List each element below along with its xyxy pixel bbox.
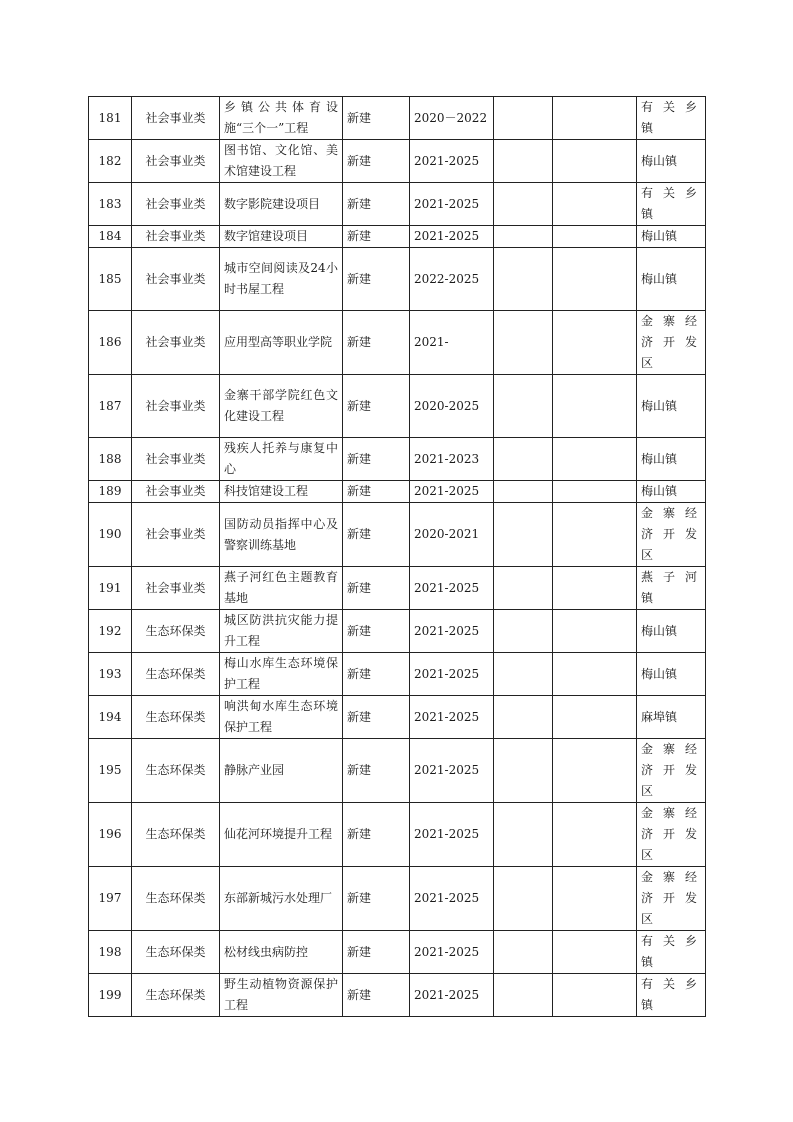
project-location: 燕子河镇 (637, 567, 706, 610)
construction-type: 新建 (343, 97, 410, 140)
construction-type: 新建 (343, 248, 410, 311)
table-row (89, 696, 706, 739)
construction-type: 新建 (343, 653, 410, 696)
row-number: 181 (89, 97, 132, 140)
row-number: 191 (89, 567, 132, 610)
project-name: 科技馆建设工程 (220, 481, 343, 503)
construction-type: 新建 (343, 375, 410, 438)
construction-type: 新建 (343, 696, 410, 739)
table-row (89, 653, 706, 696)
empty-cell (553, 696, 637, 739)
construction-period: 2021-2025 (410, 867, 494, 931)
empty-cell (494, 567, 553, 610)
project-name: 梅山水库生态环境保护工程 (220, 653, 343, 696)
empty-cell (494, 481, 553, 503)
project-location: 梅山镇 (637, 481, 706, 503)
table-row (89, 567, 706, 610)
project-category: 生态环保类 (132, 696, 220, 739)
construction-period: 2021-2025 (410, 481, 494, 503)
empty-cell (494, 248, 553, 311)
project-name: 图书馆、文化馆、美术馆建设工程 (220, 140, 343, 183)
project-name: 金寨干部学院红色文化建设工程 (220, 375, 343, 438)
table-row (89, 375, 706, 438)
construction-type: 新建 (343, 226, 410, 248)
empty-cell (553, 503, 637, 567)
empty-cell (494, 974, 553, 1017)
construction-type: 新建 (343, 739, 410, 803)
project-category: 社会事业类 (132, 226, 220, 248)
construction-period: 2022-2025 (410, 248, 494, 311)
row-number: 188 (89, 438, 132, 481)
empty-cell (494, 140, 553, 183)
row-number: 198 (89, 931, 132, 974)
empty-cell (553, 438, 637, 481)
empty-cell (553, 140, 637, 183)
project-name: 残疾人托养与康复中心 (220, 438, 343, 481)
empty-cell (553, 226, 637, 248)
empty-cell (494, 375, 553, 438)
construction-period: 2021-2023 (410, 438, 494, 481)
project-location: 有关乡镇 (637, 931, 706, 974)
construction-type: 新建 (343, 974, 410, 1017)
project-category: 生态环保类 (132, 974, 220, 1017)
row-number: 196 (89, 803, 132, 867)
empty-cell (553, 97, 637, 140)
row-number: 190 (89, 503, 132, 567)
project-name: 乡镇公共体育设施“三个一”工程 (220, 97, 343, 140)
empty-cell (494, 653, 553, 696)
empty-cell (553, 375, 637, 438)
project-category: 生态环保类 (132, 803, 220, 867)
project-category: 生态环保类 (132, 867, 220, 931)
empty-cell (494, 610, 553, 653)
table-row (89, 438, 706, 481)
construction-period: 2021-2025 (410, 653, 494, 696)
table-row (89, 248, 706, 311)
row-number: 182 (89, 140, 132, 183)
project-location: 梅山镇 (637, 140, 706, 183)
empty-cell (553, 803, 637, 867)
empty-cell (494, 696, 553, 739)
construction-period: 2021-2025 (410, 226, 494, 248)
table-row (89, 311, 706, 375)
empty-cell (494, 97, 553, 140)
empty-cell (553, 739, 637, 803)
table-row (89, 867, 706, 931)
project-category: 社会事业类 (132, 375, 220, 438)
project-name: 松材线虫病防控 (220, 931, 343, 974)
table-row (89, 183, 706, 226)
empty-cell (494, 867, 553, 931)
empty-cell (553, 248, 637, 311)
empty-cell (553, 931, 637, 974)
project-category: 社会事业类 (132, 183, 220, 226)
row-number: 192 (89, 610, 132, 653)
empty-cell (553, 653, 637, 696)
project-category: 社会事业类 (132, 248, 220, 311)
construction-type: 新建 (343, 503, 410, 567)
table-row (89, 503, 706, 567)
row-number: 195 (89, 739, 132, 803)
project-location: 金寨经济开发区 (637, 803, 706, 867)
table-row (89, 610, 706, 653)
project-category: 社会事业类 (132, 438, 220, 481)
project-location: 麻埠镇 (637, 696, 706, 739)
construction-type: 新建 (343, 803, 410, 867)
project-name: 仙花河环境提升工程 (220, 803, 343, 867)
project-name: 东部新城污水处理厂 (220, 867, 343, 931)
table-row (89, 739, 706, 803)
project-location: 金寨经济开发区 (637, 739, 706, 803)
construction-type: 新建 (343, 567, 410, 610)
empty-cell (553, 481, 637, 503)
empty-cell (553, 610, 637, 653)
project-table (88, 96, 706, 1017)
empty-cell (494, 503, 553, 567)
project-name: 数字影院建设项目 (220, 183, 343, 226)
project-location: 梅山镇 (637, 375, 706, 438)
empty-cell (553, 867, 637, 931)
table-row (89, 226, 706, 248)
project-location: 有关乡镇 (637, 97, 706, 140)
row-number: 193 (89, 653, 132, 696)
project-location: 梅山镇 (637, 226, 706, 248)
project-name: 城区防洪抗灾能力提升工程 (220, 610, 343, 653)
empty-cell (494, 183, 553, 226)
empty-cell (494, 226, 553, 248)
construction-period: 2021-2025 (410, 696, 494, 739)
project-category: 生态环保类 (132, 739, 220, 803)
project-name: 野生动植物资源保护工程 (220, 974, 343, 1017)
construction-period: 2021-2025 (410, 140, 494, 183)
row-number: 189 (89, 481, 132, 503)
project-location: 有关乡镇 (637, 974, 706, 1017)
project-category: 社会事业类 (132, 481, 220, 503)
row-number: 199 (89, 974, 132, 1017)
project-name: 应用型高等职业学院 (220, 311, 343, 375)
project-table-body (89, 97, 706, 1017)
project-category: 生态环保类 (132, 610, 220, 653)
project-name: 城市空间阅读及24小时书屋工程 (220, 248, 343, 311)
project-location: 金寨经济开发区 (637, 867, 706, 931)
project-category: 社会事业类 (132, 140, 220, 183)
construction-period: 2021-2025 (410, 610, 494, 653)
row-number: 197 (89, 867, 132, 931)
construction-period: 2021-2025 (410, 974, 494, 1017)
project-location: 梅山镇 (637, 610, 706, 653)
project-category: 生态环保类 (132, 653, 220, 696)
construction-period: 2021-2025 (410, 803, 494, 867)
project-location: 梅山镇 (637, 248, 706, 311)
project-name: 静脉产业园 (220, 739, 343, 803)
empty-cell (494, 803, 553, 867)
empty-cell (553, 183, 637, 226)
row-number: 194 (89, 696, 132, 739)
project-category: 社会事业类 (132, 311, 220, 375)
project-location: 有关乡镇 (637, 183, 706, 226)
project-name: 燕子河红色主题教育基地 (220, 567, 343, 610)
construction-type: 新建 (343, 610, 410, 653)
construction-type: 新建 (343, 481, 410, 503)
construction-period: 2021-2025 (410, 567, 494, 610)
table-row (89, 97, 706, 140)
row-number: 183 (89, 183, 132, 226)
construction-period: 2020-2025 (410, 375, 494, 438)
construction-type: 新建 (343, 438, 410, 481)
project-location: 金寨经济开发区 (637, 311, 706, 375)
project-location: 梅山镇 (637, 438, 706, 481)
empty-cell (494, 438, 553, 481)
project-category: 生态环保类 (132, 931, 220, 974)
project-category: 社会事业类 (132, 503, 220, 567)
row-number: 186 (89, 311, 132, 375)
table-row (89, 481, 706, 503)
empty-cell (553, 567, 637, 610)
construction-period: 2021-2025 (410, 739, 494, 803)
construction-period: 2021-2025 (410, 931, 494, 974)
construction-type: 新建 (343, 140, 410, 183)
table-row (89, 931, 706, 974)
table-row (89, 974, 706, 1017)
construction-period: 2020－2022 (410, 97, 494, 140)
project-location: 梅山镇 (637, 653, 706, 696)
project-name: 响洪甸水库生态环境保护工程 (220, 696, 343, 739)
construction-type: 新建 (343, 311, 410, 375)
project-location: 金寨经济开发区 (637, 503, 706, 567)
construction-type: 新建 (343, 931, 410, 974)
row-number: 185 (89, 248, 132, 311)
construction-period: 2021-2025 (410, 183, 494, 226)
empty-cell (494, 931, 553, 974)
construction-period: 2021- (410, 311, 494, 375)
empty-cell (553, 311, 637, 375)
project-name: 国防动员指挥中心及警察训练基地 (220, 503, 343, 567)
row-number: 187 (89, 375, 132, 438)
empty-cell (553, 974, 637, 1017)
construction-period: 2020-2021 (410, 503, 494, 567)
row-number: 184 (89, 226, 132, 248)
table-row (89, 803, 706, 867)
project-category: 社会事业类 (132, 97, 220, 140)
project-name: 数字馆建设项目 (220, 226, 343, 248)
empty-cell (494, 311, 553, 375)
empty-cell (494, 739, 553, 803)
project-category: 社会事业类 (132, 567, 220, 610)
construction-type: 新建 (343, 867, 410, 931)
table-row (89, 140, 706, 183)
construction-type: 新建 (343, 183, 410, 226)
